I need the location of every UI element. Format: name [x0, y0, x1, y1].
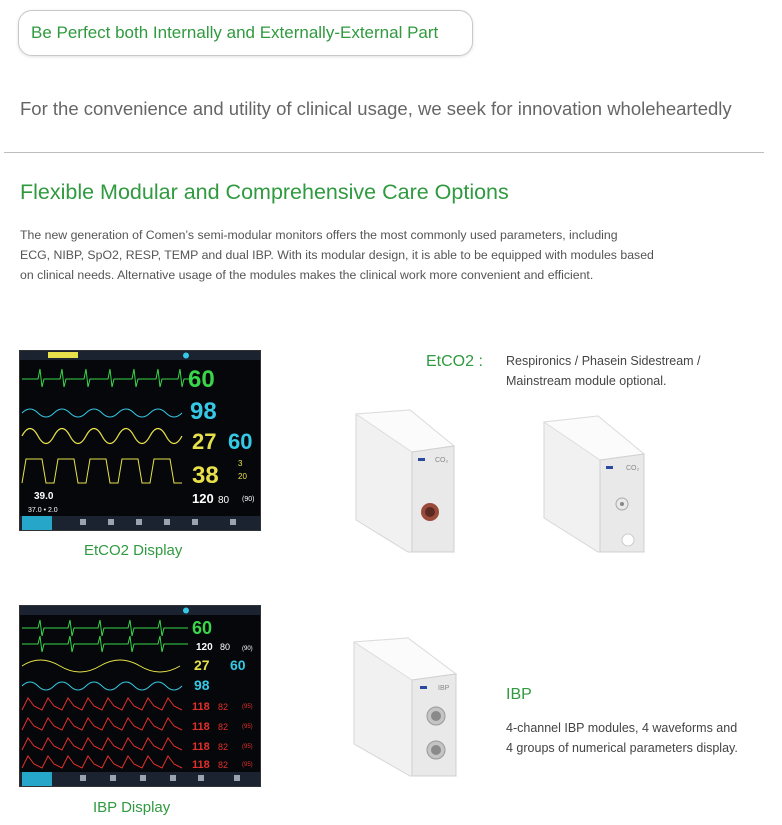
ibp-description: [506, 718, 738, 758]
ibp-sys-3: 118: [192, 741, 210, 753]
etco2-module-sidestream-image: [350, 408, 460, 556]
temp-sub: 37.0 • 2.0: [28, 507, 58, 514]
ibp-map-4: (95): [242, 762, 253, 768]
ibp-sys-4: 118: [192, 759, 210, 771]
etco2-monitor-image: [19, 350, 261, 531]
subtitle: For the convenience and utility of clinical usage, we seek for innovation wholeheartedly: [20, 98, 732, 119]
ibp-label: IBP: [506, 686, 532, 703]
ibp-map-3: (95): [242, 744, 253, 750]
co2-small-2: 20: [238, 472, 247, 481]
resp-value: 27: [192, 429, 217, 454]
paragraph-line: on clinical needs. Alternative usage of the modules makes the clinical work more convenient and efficient.: [20, 268, 594, 282]
etco2-label: EtCO2 :: [426, 353, 483, 370]
ibp-hr-value: 60: [192, 618, 213, 638]
ibp-map-1: (95): [242, 704, 253, 710]
paragraph-line: The new generation of Comen’s semi-modular monitors offers the most commonly used parameters, including: [20, 228, 618, 242]
ibp-desc-line: 4-channel IBP modules, 4 waveforms and: [506, 721, 738, 735]
ibp-module-image: [350, 636, 462, 780]
ibp-monitor-screen: [20, 606, 260, 786]
etco2-module-mainstream-image: [540, 414, 650, 556]
section-paragraph: [20, 225, 690, 285]
etco2-desc-line: Mainstream module optional.: [506, 374, 667, 388]
ibp-sys-1: 118: [192, 701, 210, 713]
etco2-desc-line: Respironics / Phasein Sidestream /: [506, 354, 701, 368]
ibp-dia-1: 82: [218, 702, 229, 712]
ibp-monitor-image: [19, 605, 261, 787]
ibp-nibp-sys: 120: [196, 642, 213, 653]
etco2-monitor-screen: [20, 351, 260, 530]
ibp-sys-2: 118: [192, 721, 210, 733]
ibp-map-2: (95): [242, 724, 253, 730]
etco2-description: [506, 351, 701, 391]
ibp-desc-line: 4 groups of numerical parameters display.: [506, 741, 738, 755]
ibp-spo2-value: 98: [194, 677, 210, 693]
paragraph-line: ECG, NIBP, SpO2, RESP, TEMP and dual IBP. With its modular design, it is able to be equipped with modules based: [20, 248, 654, 262]
co2-module-label: CO₂: [435, 457, 449, 464]
ibp-dia-3: 82: [218, 742, 229, 752]
spo2-value: 98: [190, 398, 217, 425]
co2-small-1: 3: [238, 459, 243, 468]
ibp-nibp-dia: 80: [220, 642, 231, 652]
divider: [4, 152, 764, 153]
ibp-dia-4: 82: [218, 760, 229, 770]
hr-value: 60: [188, 366, 215, 393]
ibp-pr-value: 60: [230, 657, 246, 673]
ibp-display-caption: IBP Display: [93, 799, 171, 816]
ibp-dia-2: 82: [218, 722, 229, 732]
ibp-nibp-map: (90): [242, 646, 253, 652]
temp-value: 39.0: [34, 491, 54, 502]
ibp-resp-value: 27: [194, 657, 210, 673]
nibp-sys: 120: [192, 491, 214, 506]
nibp-map: (90): [242, 496, 255, 503]
svg-text:CO₂: CO₂: [626, 465, 640, 472]
pr-value: 60: [228, 429, 253, 454]
section-title: Flexible Modular and Comprehensive Care Options: [20, 180, 509, 204]
banner-title-box: [18, 10, 473, 56]
co2-value: 38: [192, 462, 219, 489]
banner-title: Be Perfect both Internally and Externally-External Part: [31, 23, 439, 42]
etco2-display-caption: EtCO2 Display: [84, 542, 183, 559]
ibp-module-label: IBP: [438, 685, 450, 692]
nibp-dia: 80: [218, 495, 230, 506]
